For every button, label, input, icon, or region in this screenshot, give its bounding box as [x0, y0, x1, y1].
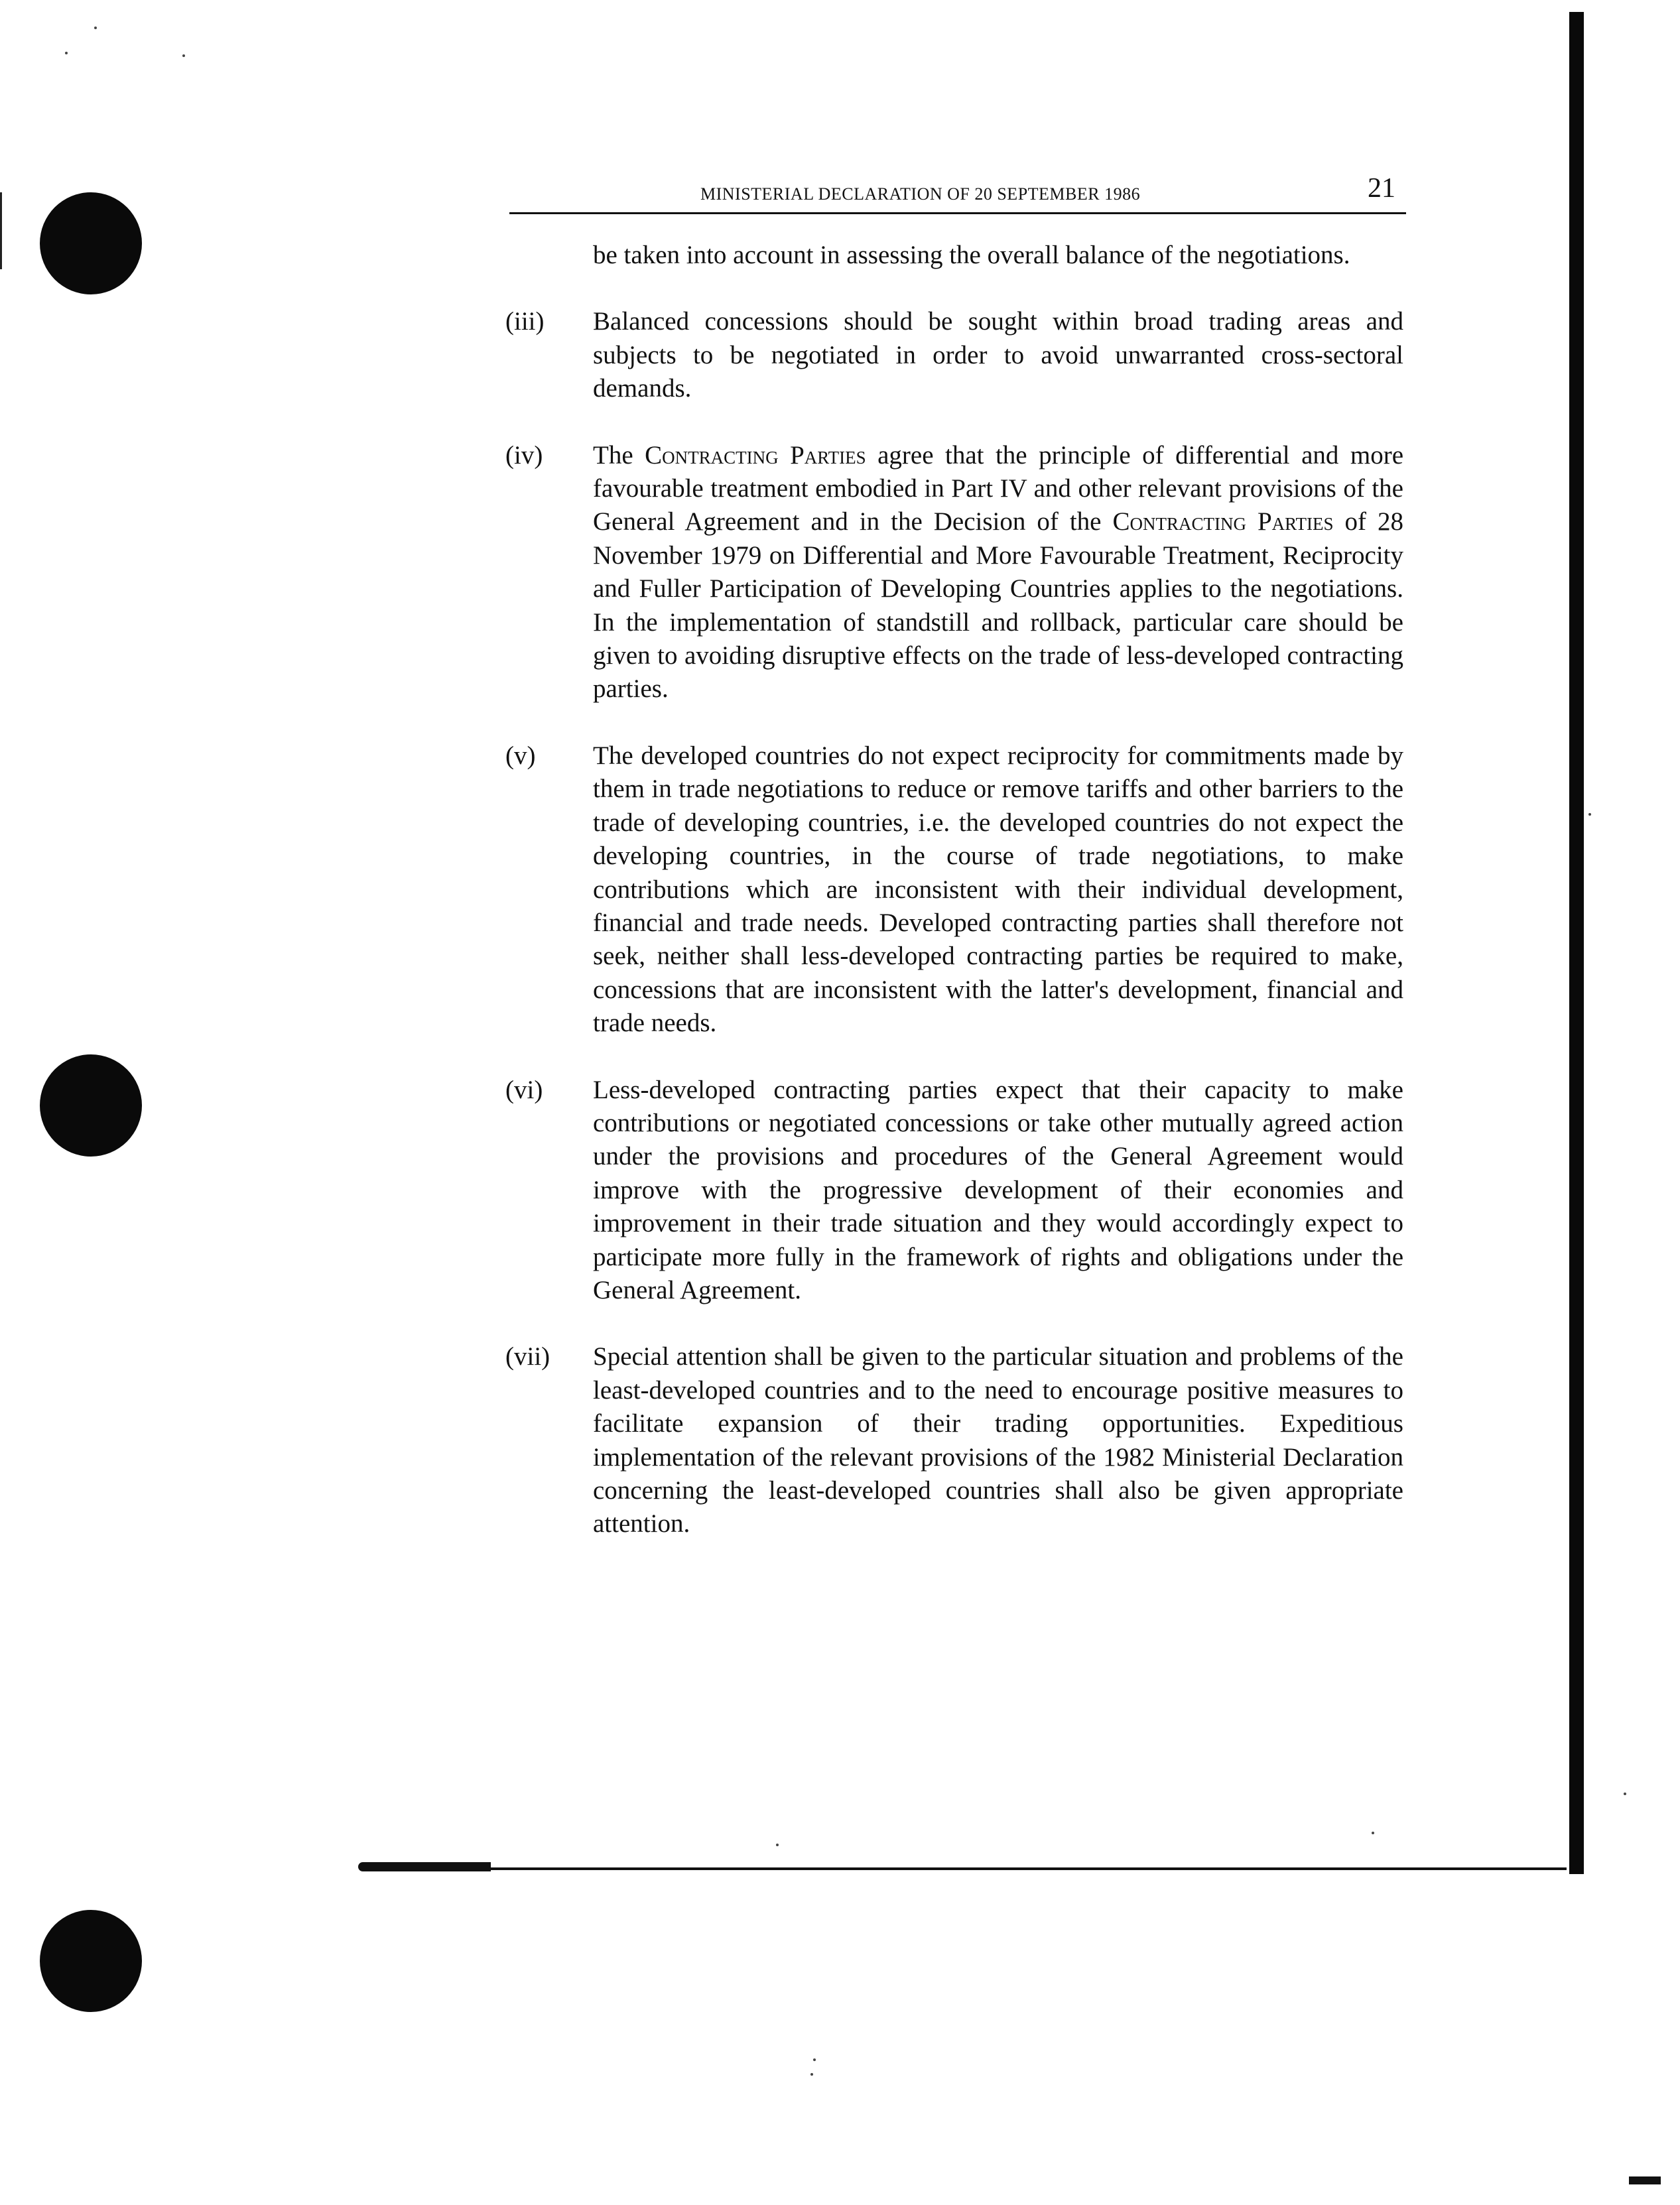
scan-speck: [813, 2058, 816, 2061]
paragraph-iv: [505, 439, 1403, 706]
paragraph-text: Special attention shall be given to the particular situation and problems of the least-developed countries and to the need to encourage positive measures to facilitate expansion of their trading opportunities. Expeditious implementation of the relevant provisions of the 1982 Ministerial Declaration concerning the least-developed countries shall also be given appropriate attention.: [593, 1342, 1403, 1539]
punch-hole-top: [40, 192, 142, 294]
scan-speck: [810, 2073, 813, 2076]
contracting-parties-term: Contracting Parties: [1112, 507, 1334, 536]
scan-speck: [1372, 1832, 1374, 1834]
header-title: MINISTERIAL DECLARATION OF 20 SEPTEMBER 1986: [700, 184, 1141, 204]
paragraph-iii: [505, 305, 1403, 405]
scan-edge-line: [0, 192, 2, 269]
scan-margin-bar: [1569, 12, 1584, 1874]
text-run: of 28 November 1979 on Differential and More Favourable Treatment, Reciprocity and Fuller Participation of Developing Countries applies to the negotiations. In the implementation of standstill and rollback, particular care should be given to avoiding disruptive effects on the trade of less-developed contracting parties.: [593, 507, 1403, 704]
punch-hole-bottom: [40, 1910, 142, 2012]
contracting-parties-term: Contracting Parties: [645, 440, 866, 470]
scan-speck: [65, 52, 68, 54]
paragraph-number: (v): [505, 741, 536, 770]
paragraph-number: (iv): [505, 440, 543, 470]
paragraph-v: [505, 739, 1403, 1040]
text-run: The: [593, 440, 645, 470]
bottom-rule: [359, 1867, 1567, 1870]
scan-speck: [94, 27, 97, 29]
text-run: agree that the principle of differential and more favourable treatment embodied in Part IV and other relevant provisions of the General Agreement and in the Decision of the: [593, 440, 1403, 536]
paragraph-number: (vi): [505, 1075, 543, 1104]
scan-speck: [776, 1844, 779, 1846]
paragraph-vi: [505, 1074, 1403, 1308]
paragraph-vii: [505, 1340, 1403, 1541]
paragraph-text: Less-developed contracting parties expect that their capacity to make contributions or negotiated concessions or take other mutually agreed action under the provisions and procedures of the General Agreement would improve with the progressive development of their economies and improvement in their trade situation and they would accordingly expect to participate more fully in the framework of rights and obligations under the General Agreement.: [593, 1075, 1403, 1304]
paragraph-number: (iii): [505, 307, 545, 336]
paragraph-number: (vii): [505, 1342, 550, 1371]
punch-hole-middle: [40, 1054, 142, 1157]
scan-corner-mark: [1629, 2176, 1661, 2184]
scan-speck: [1624, 1793, 1626, 1795]
scan-speck: [182, 54, 185, 57]
paragraph-text: The developed countries do not expect reciprocity for commitments made by them in trade negotiations to reduce or remove tariffs and other barriers to the trade of developing countries, i.e. the developed countries do not expect the developing countries, in the course of trade negotiations, to make contributions which are inconsistent with their individual development, financial and trade needs. Developed contracting parties shall therefore not seek, neither shall less-developed contracting parties be required to make, concessions that are inconsistent with the latter's development, financial and trade needs.: [593, 741, 1403, 1038]
paragraph-text: [593, 439, 1403, 706]
document-body: [505, 239, 1403, 1574]
scan-speck: [1588, 813, 1591, 816]
continuation-paragraph: be taken into account in assessing the overall balance of the negotiations.: [593, 241, 1350, 269]
page-number: 21: [1368, 173, 1395, 204]
running-header: [509, 171, 1406, 214]
paragraph-text: Balanced concessions should be sought within broad trading areas and subjects to be negotiated in order to avoid unwarranted cross-sectoral demands.: [593, 307, 1403, 403]
